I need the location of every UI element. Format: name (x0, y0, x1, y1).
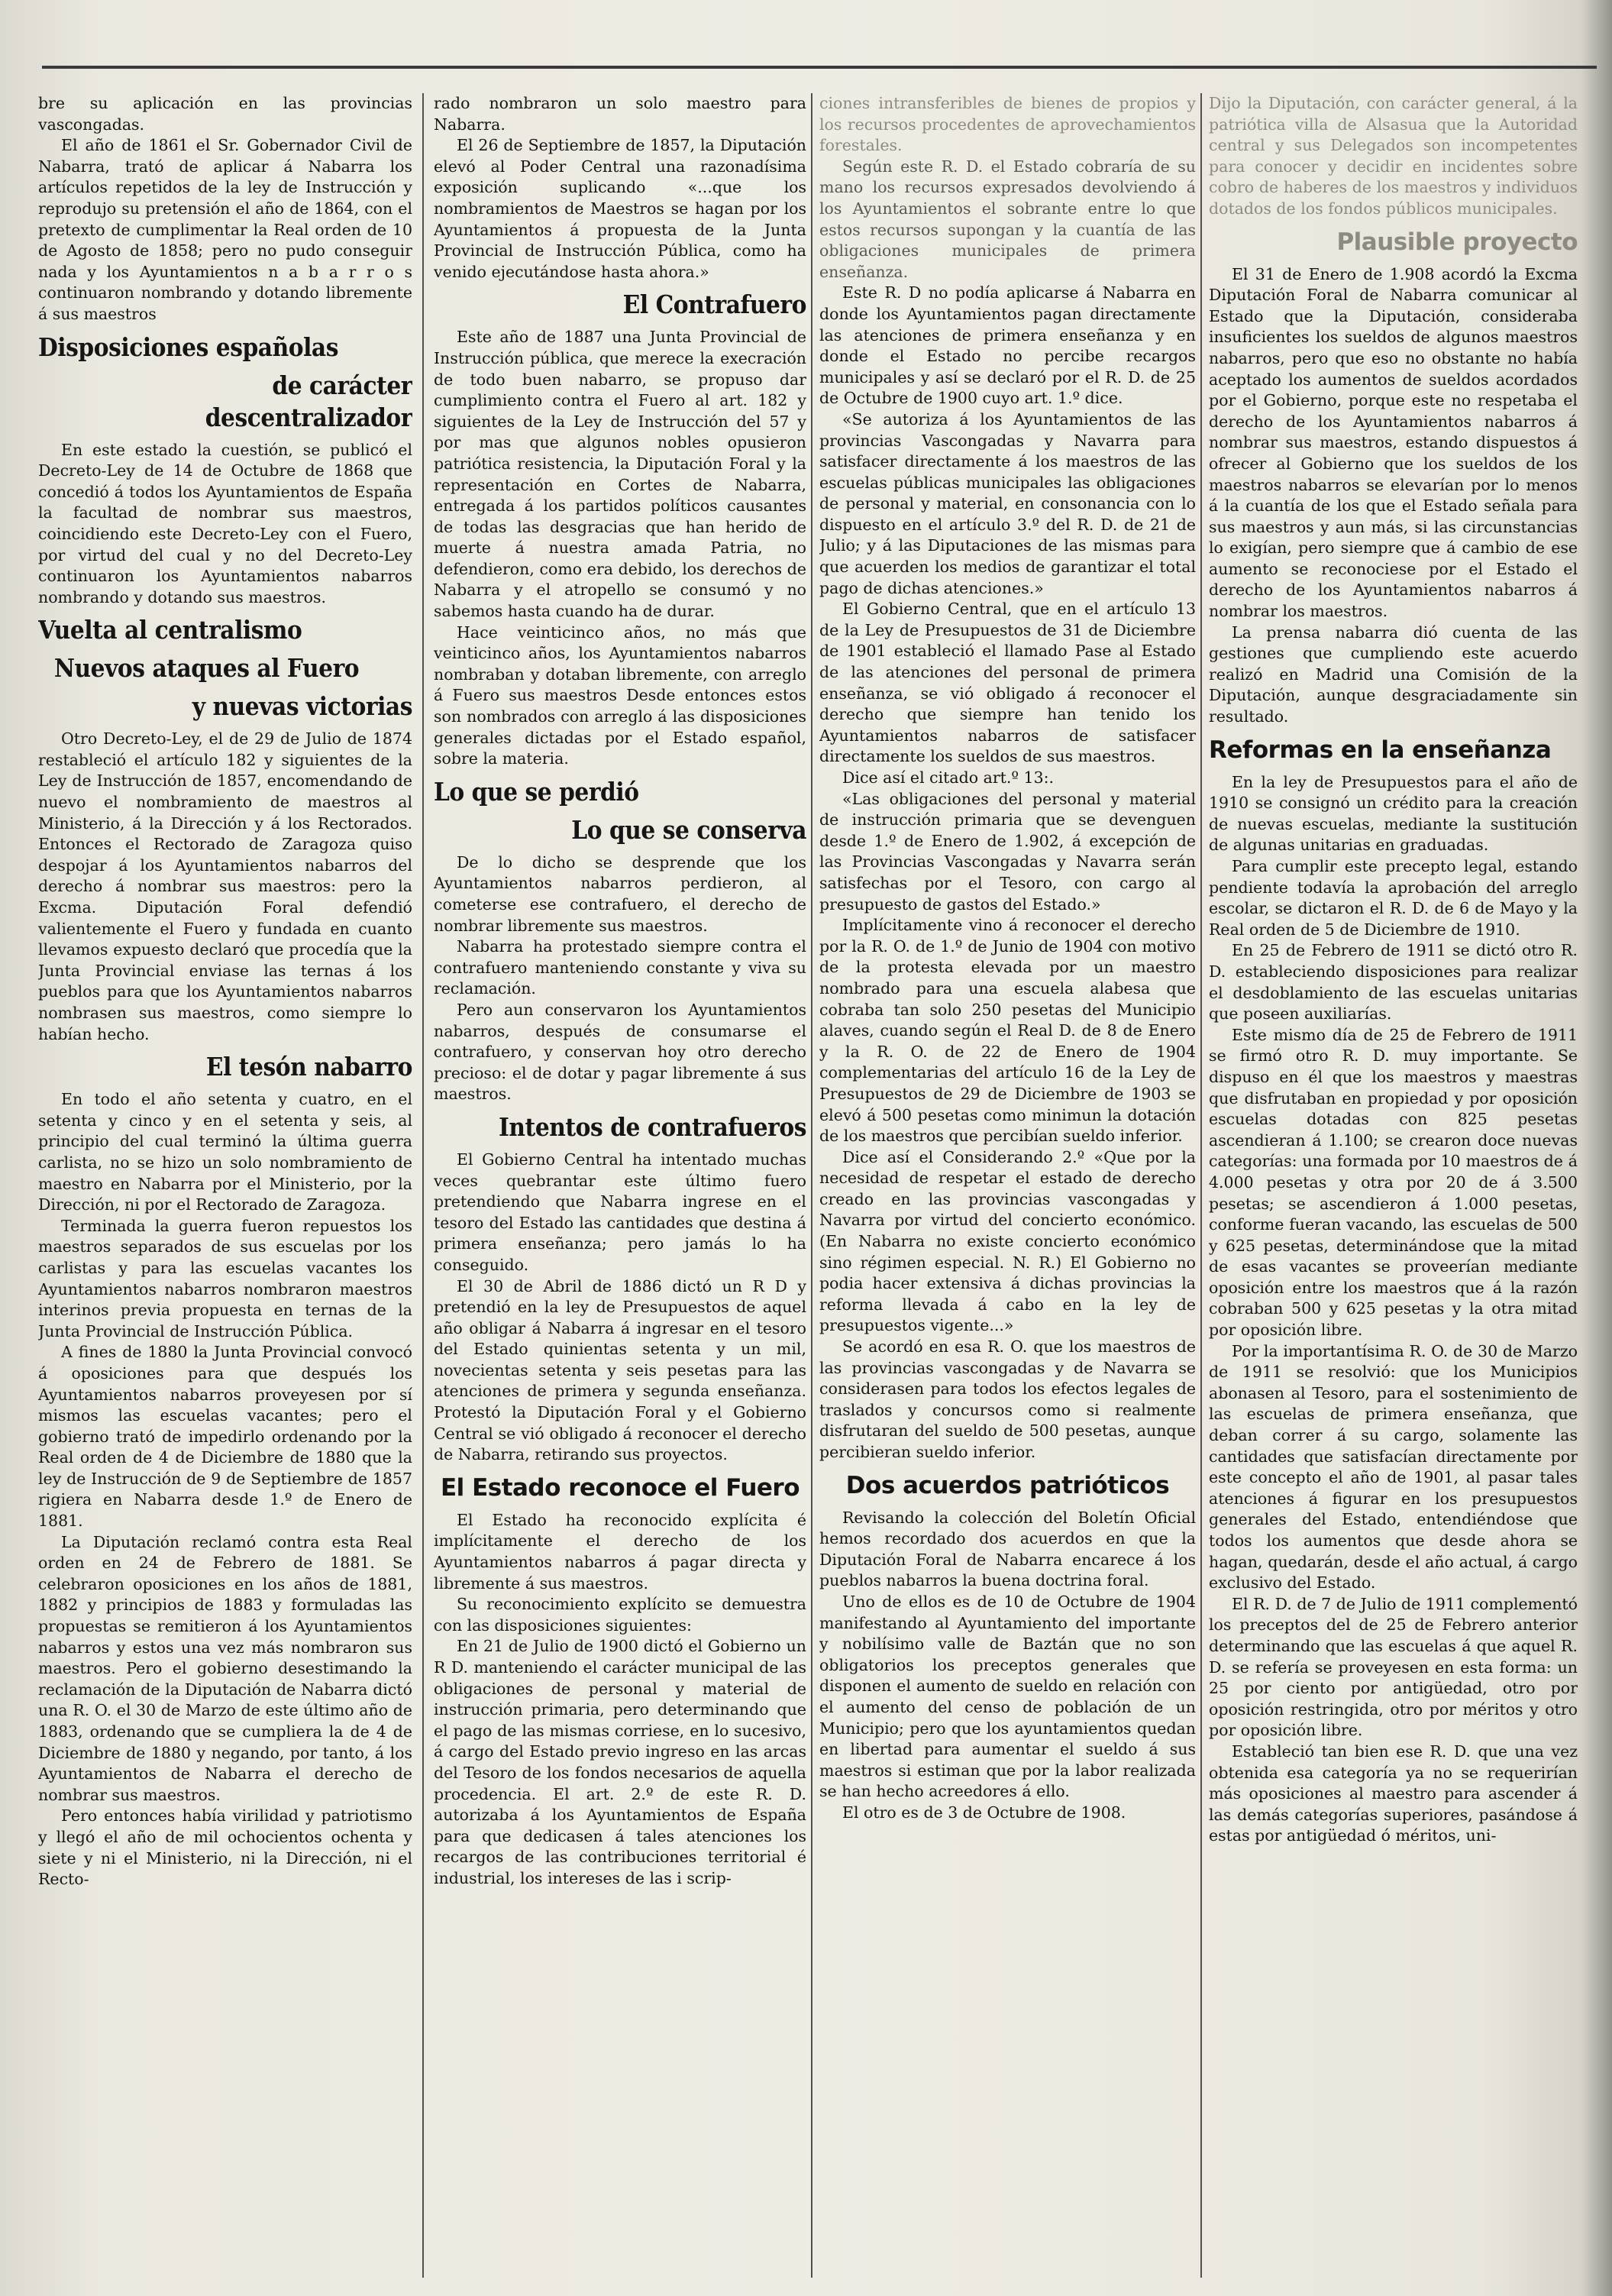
paragraph: Hace veinticinco años, no más que veinticinco años, los Ayuntamientos nabarros nombraban y dotaban libremente, con arreglo á Fuero sus maestros Desde entonces estos son nombrados con arreglo á las disposiciones generales dictadas por el Estado español, sobre la materia. (434, 623, 806, 768)
paragraph: Según este R. D. el Estado cobraría de su mano los recursos expresados devolviendo á los Ayuntamientos el sobrante entre lo que estos recursos supongan y la cuantía de las obligaciones municipales de primera enseñanza. (819, 157, 1196, 281)
paragraph: Para cumplir este precepto legal, estando pendiente todavía la aprobación del arreglo escolar, se dictaron el R. D. de 6 de Mayo y la Real orden de 5 de Diciembre de 1910. (1209, 857, 1578, 939)
section-heading: El Contrafuero (622, 289, 806, 320)
page-edge-shadow (1581, 0, 1612, 2296)
paragraph: Su reconocimiento explícito se demuestra con las disposiciones siguientes: (434, 1595, 806, 1635)
column-divider (1200, 93, 1202, 2278)
paragraph: Dijo la Diputación, con carácter general, á la patriótica villa de Alsasua que la Autoridad central y sus Delegados son incompetentes para conocer y decidir en incidentes sobre cobro de haberes de los maestros y individuos dotados de los fondos públicos municipales. (1209, 94, 1578, 218)
section-heading: y nuevas victorias (192, 691, 412, 722)
section-heading: Lo que se conserva (571, 814, 806, 845)
column-1 (38, 93, 412, 2278)
column-divider (811, 93, 812, 2278)
paragraph: El R. D. de 7 de Julio de 1911 complementó los preceptos del de 25 de Febrero anterior determinando que las escuelas á que aquel R. D. se refería se proveyesen en esta forma: un 25 por ciento por antigüedad, otro por oposición restringida, otro por méritos y otro por oposición libre. (1209, 1594, 1578, 1740)
paragraph: Este mismo día de 25 de Febrero de 1911 se firmó otro R. D. muy importante. Se dispuso en él que los maestros y maestras que disfrutaban en propiedad y por oposición escuelas dotadas con 825 pesetas ascendieran á 1.100; se crearon doce nuevas categorías: una formada por 10 maestros de á 4.000 pesetas y otra por 20 de á 3.500 pesetas; se ascendieron á 1.000 pesetas, conforme fueran vacando, las escuelas de 500 y 625 pesetas, determinándose que la mitad de esas vacantes se proveerían mediante oposición entre los maestros que á la razón cobraban 500 y 625 pesetas y la otra mitad por oposición libre. (1209, 1025, 1578, 1340)
paragraph: A fines de 1880 la Junta Provincial convocó á oposiciones para que después los Ayuntamientos nabarros proveyesen por sí mismos las escuelas vacantes; pero el gobierno trató de impedirlo ordenando por la Real orden de 4 de Diciembre de 1880 que la ley de Instrucción de 9 de Septiembre de 1857 rigiera en Nabarra desde 1.º de Enero de 1881. (38, 1343, 412, 1531)
paragraph: El año de 1861 el Sr. Gobernador Civil de Nabarra, trató de aplicar á Nabarra los artículos repetidos de la ley de Instrucción y reprodujo su pretensión el año de 1864, con el pretexto de cumplimentar la Real orden de 10 de Agosto de 1858; pero no pudo conseguir nada y los Ayuntamientos n a b a r r o s continuaron nombrando y dotando libremente á sus maestros (38, 136, 412, 323)
paragraph: Uno de ellos es de 10 de Octubre de 1904 manifestando al Ayuntamiento del importante y nobilísimo valle de Baztán que no son obligatorios los preceptos generales que disponen el aumento de sueldo en relación con el aumento del censo de población de un Municipio; pero que los ayuntamientos quedan en libertad para aumentar el sueldo á sus maestros si estiman que por la labor realizada se han hecho acreedores á ello. (819, 1592, 1196, 1801)
column-4 (1209, 93, 1578, 2278)
paragraph: En todo el año setenta y cuatro, en el setenta y cinco y en el setenta y seis, al principio del cual terminó la última guerra carlista, no se hizo un solo nombramiento de maestro en Nabarra por el Ministerio, por la Dirección, ni por el Rectorado de Zaragoza. (38, 1090, 412, 1214)
paragraph: Estableció tan bien ese R. D. que una vez obtenida esa categoría ya no se requerirían más oposiciones al maestro para ascender á las demás categorías superiores, pasándose á estas por antigüedad ó méritos, uni- (1209, 1741, 1578, 1845)
paragraph: Este año de 1887 una Junta Provincial de Instrucción pública, que merece la execración de todo buen nabarro, se propuso dar cumplimiento contra el Fuero al art. 182 y siguientes de la Ley de Instrucción del 57 y por mas que algunos nobles opusieron patriótica resistencia, la Diputación Foral y la representación en Cortes de Nabarra, entregada á los partidos políticos causantes de todas las desgracias que han herido de muerte á nuestra amada Patria, no defendieron, como era debido, los derechos de Nabarra y el atropello se consumó y no sabemos hasta cuando ha de durar. (434, 328, 806, 621)
paragraph: Pero entonces había virilidad y patriotismo y llegó el año de mil ochocientos ochenta y siete y ni el Ministerio, ni la Dirección, ni el Recto- (38, 1806, 412, 1889)
paragraph: bre su aplicación en las provincias vascongadas. (38, 94, 412, 134)
paragraph: ciones intransferibles de bienes de propios y los recursos procedentes de aprovechamientos forestales. (819, 94, 1196, 155)
top-rule (42, 66, 1597, 69)
paragraph: Pero aun conservaron los Ayuntamientos nabarros, después de consumarse el contrafuero, y conservan hoy otro derecho precioso: el de dotar y pagar libremente á sus maestros. (434, 1000, 806, 1104)
column-3 (819, 93, 1196, 2278)
paragraph: «Las obligaciones del personal y material de instrucción primaria que se devenguen desde 1.º de Enero de 1.902, á excepción de las Provincias Vascongadas y Navarra serán satisfechas por el Tesoro, con cargo al presupuesto de gastos del Estado.» (819, 789, 1196, 914)
paragraph: El Gobierno Central, que en el artículo 13 de la Ley de Presupuestos de 31 de Diciembre de 1901 estableció el llamado Pase al Estado de las atenciones del personal de primera enseñanza, se vió obligado á reconocer el derecho que siempre han tenido los Ayuntamientos nabarros de satisfacer directamente los sueldos de sus maestros. (819, 600, 1196, 766)
paragraph: El 31 de Enero de 1.908 acordó la Excma Diputación Foral de Nabarra comunicar al Estado que la Diputación, consideraba insuficientes los sueldos de algunos maestros nabarros, pero que eso no obstante no había aceptado los aumentos de sueldos acordados por el Gobierno, porque este no respetaba el derecho de los Ayuntamientos nabarros á nombrar sus maestros, estando dispuestos á ofrecer al Gobierno que los sueldos de los maestros nabarros se elevarían por lo menos á la cuantía de los que el Estado señala para sus maestros y aun más, si las circunstancias lo exigían, pero siempre que á cambio de ese aumento se reconociese por el Estado el derecho de los Ayuntamientos nabarros á nombrar los maestros. (1209, 264, 1578, 621)
paragraph: Por la importantísima R. O. de 30 de Marzo de 1911 se resolvió: que los Municipios abonasen al Tesoro, para el sostenimiento de las escuelas de primera enseñanza, que deban correr á su cargo, solamente las cantidades que satisfacían directamente por este concepto el año de 1901, al pasar tales atenciones á figurar en los presupuestos generales del Estado, entendiéndose que todos los aumentos que desde ahora se hagan, quedarán, desde el año actual, á cargo exclusivo del Estado. (1209, 1341, 1578, 1593)
column-divider (422, 93, 424, 2278)
section-heading: Disposiciones españolas (38, 331, 339, 362)
paragraph: Revisando la colección del Boletín Oficial hemos recordado dos acuerdos en que la Diputación Foral de Nabarra encarece á los pueblos nabarros la buena doctrina foral. (819, 1508, 1196, 1590)
section-heading: El tesón nabarro (205, 1052, 412, 1082)
paragraph: Implícitamente vino á reconocer el derecho por la R. O. de 1.º de Junio de 1904 con motivo de la protesta elevada por un maestro nombrado para una escuela alabesa que cobraba tan solo 250 pesetas del Municipio alaves, cuando según el Real D. de 8 de Enero y la R. O. de 22 de Enero de 1904 complementarias del artículo 16 de la Ley de Presupuestos de 29 de Diciembre de 1903 se elevó á 500 pesetas como minimun la dotación de los maestros que percibían sueldo inferior. (819, 916, 1196, 1146)
paragraph: Este R. D no podía aplicarse á Nabarra en donde los Ayuntamientos pagan directamente las atenciones de primera enseñanza y en donde el Estado no percibe recargos municipales y así se declaró por el R. D. de 25 de Octubre de 1900 cuyo art. 1.º dice. (819, 283, 1196, 408)
paragraph: En este estado la cuestión, se publicó el Decreto-Ley de 14 de Octubre de 1868 que concedió á todos los Ayuntamientos de España la facultad de nombrar sus maestros, coincidiendo este Decreto-Ley con el Fuero, por virtud del cual y no del Decreto-Ley continuaron los Ayuntamientos nabarros nombrando y dotando sus maestros. (38, 440, 412, 606)
section-heading: Dos acuerdos patrióticos (845, 1471, 1170, 1499)
section-heading: Plausible proyecto (1336, 228, 1578, 256)
paragraph: La Diputación reclamó contra esta Real orden en 24 de Febrero de 1881. Se celebraron oposiciones en los años de 1881, 1882 y principios de 1883 y formuladas las propuestas se remitieron á los Ayuntamientos nabarros y estos una vez más nombraron sus maestros. Pero el gobierno desestimando la reclamación de la Diputación de Nabarra dictó una R. O. el 30 de Marzo de este último año de 1883, ordenando que se cumpliera la de 4 de Diciembre de 1880 y negando, por tanto, á los Ayuntamientos de Nabarra el derecho de nombrar sus maestros. (38, 1532, 412, 1804)
section-heading: de carácter descentralizador (205, 370, 412, 432)
paragraph: Terminada la guerra fueron repuestos los maestros separados de sus escuelas por los carlistas y para las escuelas vacantes los Ayuntamientos nabarros nombraron maestros interinos previa propuesta en ternas de la Junta Provincial de Instrucción Pública. (38, 1216, 412, 1340)
paragraph: En 21 de Julio de 1900 dictó el Gobierno un R D. manteniendo el carácter municipal de las obligaciones de personal y material de instrucción primaria, pero determinando que el pago de las mismas corriese, en lo sucesivo, á cargo del Estado previo ingreso en las arcas del Tesoro de los fondos necesarios de aquella procedencia. El art. 2.º de este R. D. autorizaba á los Ayuntamientos de España para que dedicasen á tales atenciones los recargos de las contribuciones territorial é industrial, los intereses de las i scrip- (434, 1637, 806, 1887)
paragraph: De lo dicho se desprende que los Ayuntamientos nabarros perdieron, al cometerse ese contrafuero, el derecho de nombrar libremente sus maestros. (434, 852, 806, 935)
paragraph: rado nombraron un solo maestro para Nabarra. (434, 94, 806, 134)
paragraph: Nabarra ha protestado siempre contra el contrafuero manteniendo constante y viva su reclamación. (434, 937, 806, 998)
paragraph: «Se autoriza á los Ayuntamientos de las provincias Vascongadas y Navarra para satisfacer directamente á los maestros de las escuelas públicas municipales las obligaciones de personal y material, en consonancia con lo dispuesto en el artículo 3.º del R. D. de 21 de Julio; y á las Diputaciones de las mismas para que acuerden los medios de garantizar el total pago de dichas atenciones.» (819, 409, 1196, 597)
section-heading: El Estado reconoce el Fuero (440, 1473, 800, 1502)
section-heading: Vuelta al centralismo (38, 615, 302, 645)
paragraph: La prensa nabarra dió cuenta de las gestiones que cumpliendo este acuerdo realizó en Madrid una Comisión de la Diputación, aunque desgraciadamente sin resultado. (1209, 623, 1578, 726)
column-2 (434, 93, 806, 2278)
paragraph: El otro es de 3 de Octubre de 1908. (842, 1803, 1126, 1822)
paragraph: Otro Decreto-Ley, el de 29 de Julio de 1874 restableció el artículo 182 y siguientes de la Ley de Instrucción de 1857, encomendando de nuevo el nombramiento de maestros al Ministerio, á la Dirección y á los Rectorados. Entonces el Rectorado de Zaragoza quiso despojar á los Ayuntamientos nabarros del derecho á nombrar sus maestros: pero la Excma. Diputación Foral defendió valientemente el Fuero y fundada en cuanto llevamos expuesto declaró que procedía que la Junta Provincial enviase las ternas á los pueblos para que los Ayuntamientos nabarros nombrasen sus maestros, como siempre lo habían hecho. (38, 729, 412, 1043)
paragraph: Dice así el citado art.º 13:. (842, 768, 1055, 787)
paragraph: Se acordó en esa R. O. que los maestros de las provincias vascongadas y de Navarra se considerasen para todos los efectos legales de traslados y concursos como si realmente disfrutaran del sueldo de 500 pesetas, aunque percibieran sueldo inferior. (819, 1337, 1196, 1461)
paragraph: El Estado ha reconocido explícita é implícitamente el derecho de los Ayuntamientos nabarros á pagar directa y libremente á sus maestros. (434, 1510, 806, 1593)
paragraph: En 25 de Febrero de 1911 se dictó otro R. D. estableciendo disposiciones para realizar el desdoblamiento de las escuelas unitarias que poseen auxiliarías. (1209, 941, 1578, 1023)
paragraph: En la ley de Presupuestos para el año de 1910 se consignó un crédito para la creación de nuevas escuelas, mediante la sustitución de algunas unitarias en graduadas. (1209, 772, 1578, 855)
paragraph: El Gobierno Central ha intentado muchas veces quebrantar este último fuero pretendiendo que Nabarra ingrese en el tesoro del Estado las cantidades que destina á primera enseñanza; pero jamás lo ha conseguido. (434, 1150, 806, 1274)
section-heading: Nuevos ataques al Fuero (53, 653, 360, 684)
paragraph: El 30 de Abril de 1886 dictó un R D y pretendió en la ley de Presupuestos de aquel año obligar á Nabarra á ingresar en el tesoro del Estado quinientas setenta y un mil, novecientas setenta y seis pesetas para las atenciones de primera y segunda enseñanza. Protestó la Diputación Foral y el Gobierno Central se vió obligado á reconocer el derecho de Nabarra, retirando sus proyectos. (434, 1276, 806, 1464)
section-heading: Intentos de contrafueros (498, 1111, 806, 1142)
paragraph: Dice así el Considerando 2.º «Que por la necesidad de respetar el estado de derecho creado en las provincias vascongadas y Navarra por virtud del concierto económico. (En Nabarra no existe concierto económico sino régimen especial. N. R.) El Gobierno no podia hacer extensiva á dichas provincias la reforma llevada á cabo en la ley de presupuestos vigente...» (819, 1147, 1196, 1335)
paragraph: El 26 de Septiembre de 1857, la Diputación elevó al Poder Central una razonadísima exposición suplicando «...que los nombramientos de Maestros se hagan por los Ayuntamientos á propuesta de la Junta Provincial de Instrucción Pública, como ha venido ejecutándose hasta ahora.» (434, 136, 806, 281)
section-heading: Lo que se perdió (434, 776, 639, 807)
section-heading: Reformas en la enseñanza (1209, 736, 1552, 764)
